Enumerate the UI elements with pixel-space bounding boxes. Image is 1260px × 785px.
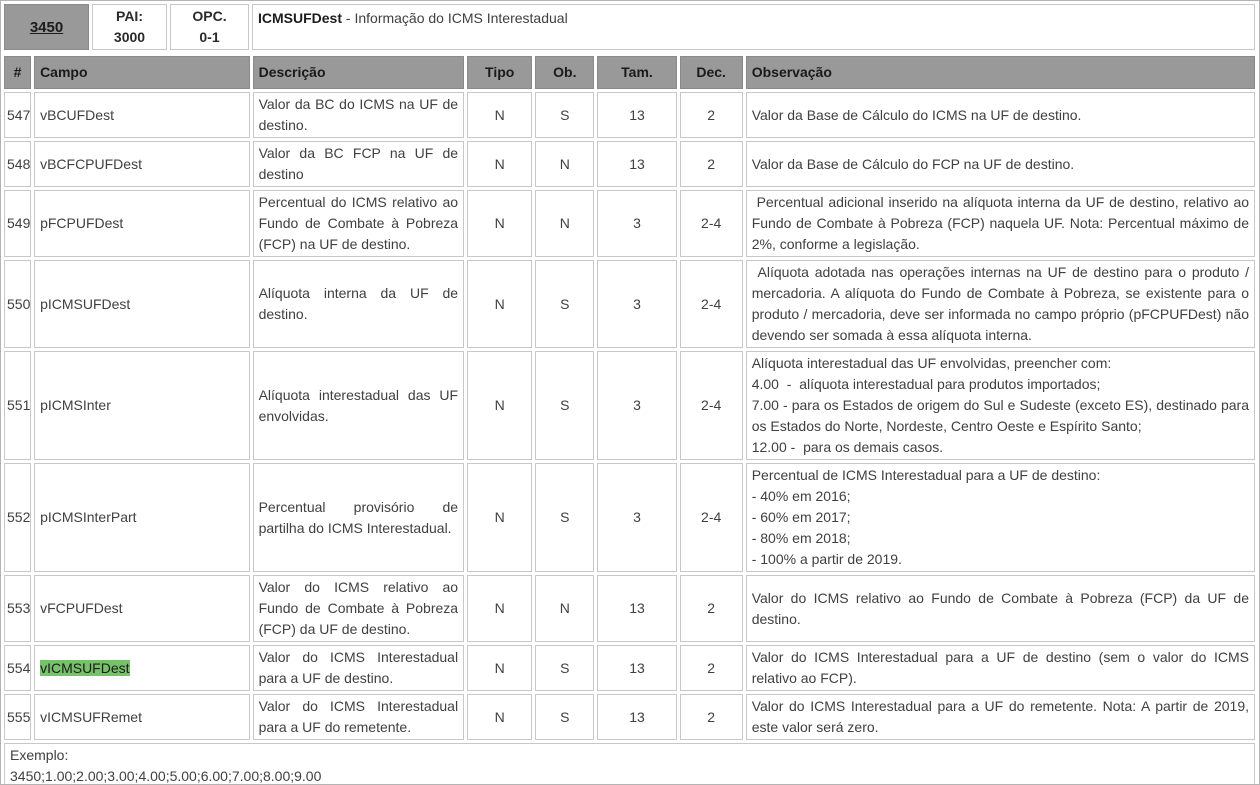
group-header-row — [4, 4, 1255, 50]
fields-table — [1, 53, 1258, 785]
field-type: N — [467, 694, 532, 740]
field-name: vICMSUFRemet — [40, 708, 142, 725]
col-header-num: # — [4, 56, 31, 89]
col-header-dec: Dec. — [680, 56, 743, 89]
field-observation — [746, 260, 1255, 348]
parent-id-cell — [92, 4, 167, 50]
field-required: S — [535, 645, 594, 691]
field-size: 13 — [597, 645, 676, 691]
field-description: Alíquota interna da UF de destino. — [253, 260, 465, 348]
field-required: S — [535, 351, 594, 460]
field-decimals: 2-4 — [680, 190, 743, 257]
field-name-cell — [34, 694, 250, 740]
field-decimals: 2 — [680, 141, 743, 187]
field-name-cell — [34, 645, 250, 691]
observation-line: Percentual de ICMS Interestadual para a UF de destino: — [751, 467, 1101, 483]
observation-line: - 40% em 2016; — [751, 488, 851, 504]
table-row — [4, 575, 1255, 642]
row-number: 553 — [4, 575, 31, 642]
field-required: S — [535, 463, 594, 572]
observation-line: Alíquota adotada nas operações internas na UF de destino para o produto / mercadoria. A alíquota do Fundo de Combate à Pobreza, se existente para o produto / mercadoria, deve ser informada no campo próprio (pFCPUFDest) não devendo ser somada à essa alíquota interna. — [751, 264, 1253, 343]
row-number: 550 — [4, 260, 31, 348]
field-observation — [746, 645, 1255, 691]
field-decimals: 2 — [680, 694, 743, 740]
group-id-link[interactable]: 3450 — [29, 18, 64, 36]
field-size: 13 — [597, 92, 676, 138]
observation-line: Percentual adicional inserido na alíquota interna da UF de destino, relativo ao Fundo de Combate à Pobreza (FCP) naquela UF. Nota: Percentual máximo de 2%, conforme a legislação. — [751, 194, 1253, 252]
field-name: vBCFCPUFDest — [40, 155, 142, 172]
field-required: N — [535, 141, 594, 187]
row-number: 547 — [4, 92, 31, 138]
field-name: vICMSUFDest — [40, 659, 130, 676]
field-required: N — [535, 575, 594, 642]
field-name-cell — [34, 260, 250, 348]
field-description: Valor do ICMS Interestadual para a UF de destino. — [253, 645, 465, 691]
field-observation — [746, 694, 1255, 740]
field-name-cell — [34, 351, 250, 460]
field-observation — [746, 141, 1255, 187]
field-description: Valor da BC do ICMS na UF de destino. — [253, 92, 465, 138]
table-row — [4, 463, 1255, 572]
field-description: Alíquota interestadual das UF envolvidas. — [253, 351, 465, 460]
col-header-descricao: Descrição — [253, 56, 465, 89]
col-header-observacao: Observação — [746, 56, 1255, 89]
row-number: 548 — [4, 141, 31, 187]
field-name: pICMSUFDest — [40, 295, 131, 312]
field-name: pICMSInterPart — [40, 509, 137, 525]
field-name-cell — [34, 92, 250, 138]
field-name: pFCPUFDest — [40, 215, 124, 231]
col-header-ob: Ob. — [535, 56, 594, 89]
field-size: 3 — [597, 463, 676, 572]
row-number: 552 — [4, 463, 31, 572]
field-observation — [746, 463, 1255, 572]
table-row — [4, 694, 1255, 740]
field-type: N — [467, 463, 532, 572]
observation-line: Alíquota interestadual das UF envolvidas, preencher com: — [751, 355, 1112, 371]
observation-line: Valor da Base de Cálculo do ICMS na UF de destino. — [751, 106, 1082, 123]
field-description: Valor do ICMS relativo ao Fundo de Combate à Pobreza (FCP) da UF de destino. — [253, 575, 465, 642]
field-name: vBCUFDest — [40, 106, 114, 123]
field-type: N — [467, 645, 532, 691]
field-name-cell — [34, 190, 250, 257]
field-type: N — [467, 92, 532, 138]
parent-label: PAI: — [116, 8, 143, 24]
observation-line: 12.00 - para os demais casos. — [751, 439, 944, 455]
field-size: 13 — [597, 575, 676, 642]
example-row — [4, 743, 1255, 785]
field-size: 13 — [597, 694, 676, 740]
field-type: N — [467, 260, 532, 348]
field-size: 3 — [597, 190, 676, 257]
example-label: Exemplo: — [10, 747, 69, 763]
observation-line: Valor do ICMS relativo ao Fundo de Combate à Pobreza (FCP) da UF de destino. — [751, 589, 1253, 627]
row-number: 555 — [4, 694, 31, 740]
field-decimals: 2-4 — [680, 463, 743, 572]
occurrence-value: 0-1 — [199, 29, 220, 45]
observation-line: 4.00 - alíquota interestadual para produtos importados; — [751, 376, 1101, 392]
field-name: pICMSInter — [40, 397, 111, 413]
group-header-table — [1, 1, 1258, 53]
table-row — [4, 92, 1255, 138]
table-row — [4, 141, 1255, 187]
field-observation — [746, 351, 1255, 460]
field-type: N — [467, 141, 532, 187]
occurrence-label: OPC. — [192, 8, 227, 24]
parent-value: 3000 — [113, 29, 146, 45]
observation-line: - 100% a partir de 2019. — [751, 551, 902, 567]
field-observation — [746, 190, 1255, 257]
field-name: vFCPUFDest — [40, 600, 123, 616]
field-size: 3 — [597, 351, 676, 460]
field-observation — [746, 575, 1255, 642]
observation-line: - 80% em 2018; — [751, 530, 851, 546]
field-name-cell — [34, 463, 250, 572]
row-number: 554 — [4, 645, 31, 691]
group-title-separator: - — [342, 10, 355, 26]
field-name-cell — [34, 141, 250, 187]
observation-line: Valor da Base de Cálculo do FCP na UF de destino. — [751, 155, 1075, 172]
table-row — [4, 260, 1255, 348]
table-row — [4, 645, 1255, 691]
field-description: Percentual provisório de partilha do ICMS Interestadual. — [253, 463, 465, 572]
field-decimals: 2 — [680, 92, 743, 138]
group-description: Informação do ICMS Interestadual — [354, 10, 568, 26]
observation-line: Valor do ICMS Interestadual para a UF de destino (sem o valor do ICMS relativo ao FCP). — [751, 649, 1253, 686]
row-number: 549 — [4, 190, 31, 257]
field-type: N — [467, 575, 532, 642]
group-name: ICMSUFDest — [258, 10, 343, 26]
field-decimals: 2 — [680, 575, 743, 642]
field-required: S — [535, 92, 594, 138]
observation-line: 7.00 - para os Estados de origem do Sul e Sudeste (exceto ES), destinado para os Estados do Norte, Nordeste, Centro Oeste e Espírito Santo; — [751, 397, 1253, 434]
field-size: 3 — [597, 260, 676, 348]
field-required: N — [535, 190, 594, 257]
occurrence-cell — [170, 4, 249, 50]
field-decimals: 2 — [680, 645, 743, 691]
field-type: N — [467, 351, 532, 460]
col-header-tipo: Tipo — [467, 56, 532, 89]
field-observation — [746, 92, 1255, 138]
field-required: S — [535, 260, 594, 348]
group-title-cell — [252, 4, 1255, 50]
observation-line: Valor do ICMS Interestadual para a UF do remetente. Nota: A partir de 2019, este valor será zero. — [751, 698, 1253, 735]
fields-table-header-row — [4, 56, 1255, 89]
field-decimals: 2-4 — [680, 351, 743, 460]
field-type: N — [467, 190, 532, 257]
col-header-campo: Campo — [34, 56, 250, 89]
row-number: 551 — [4, 351, 31, 460]
field-decimals: 2-4 — [680, 260, 743, 348]
example-value: 3450;1.00;2.00;3.00;4.00;5.00;6.00;7.00;8.00;9.00 — [10, 768, 322, 784]
field-description: Valor da BC FCP na UF de destino — [253, 141, 465, 187]
field-name-cell — [34, 575, 250, 642]
group-id-cell — [4, 4, 89, 50]
field-size: 13 — [597, 141, 676, 187]
table-row — [4, 190, 1255, 257]
field-description: Percentual do ICMS relativo ao Fundo de Combate à Pobreza (FCP) na UF de destino. — [253, 190, 465, 257]
col-header-tam: Tam. — [597, 56, 676, 89]
observation-line: - 60% em 2017; — [751, 509, 851, 525]
example-cell — [4, 743, 1255, 785]
field-description: Valor do ICMS Interestadual para a UF do remetente. — [253, 694, 465, 740]
table-row — [4, 351, 1255, 460]
field-required: S — [535, 694, 594, 740]
